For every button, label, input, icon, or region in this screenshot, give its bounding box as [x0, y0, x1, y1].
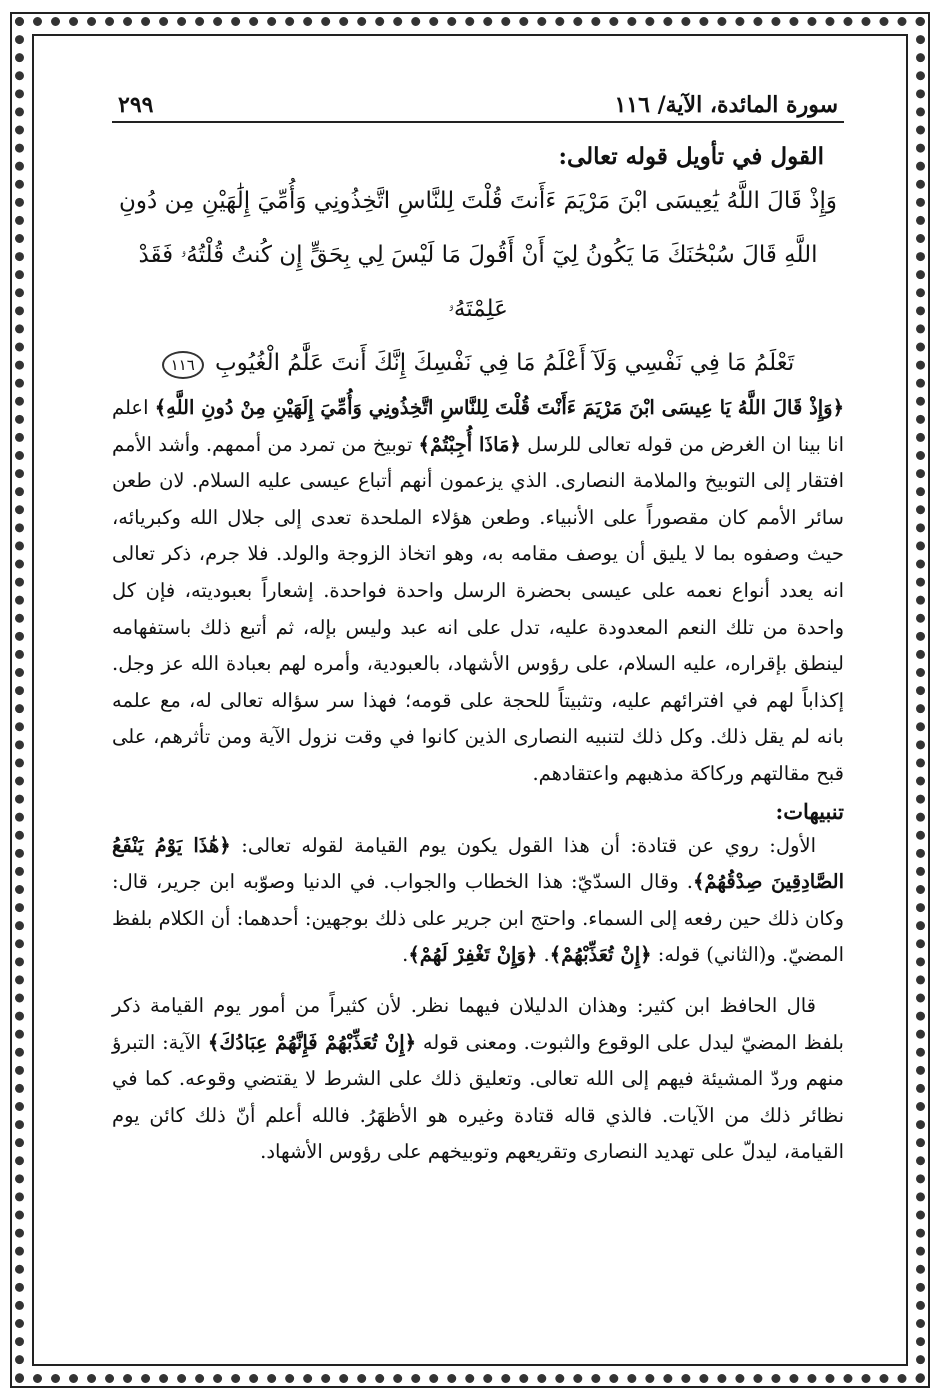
notes-heading: تنبيهات:	[775, 798, 844, 824]
quoted-verse: ﴿وَإِذْ قَالَ اللَّهُ يَا عِيسَى ابْنَ مَرْيَمَ ءَأَنْتَ قُلْتَ لِلنَّاسِ اتَّخِذُونِي وَأُمِّيَ إِلَهَيْنِ مِنْ دُونِ اللَّهِ﴾	[154, 396, 845, 419]
commentary-text: توبيخ من تمرد من أممهم. وأشد الأمم افتقار إلى التوبيخ والملامة النصارى. الذي يزعمون أنهم أتباع عيسى عليه السلام. لان طعن سائر الأمم كان مقصوراً على الأنبياء. وطعن هؤلاء الملحدة تعدى إلى جلال الله وكبريائه، حيث وصفوه بما لا يليق أن يوصف مقامه به، وهو اتخاذ الزوجة والولد. فلا جرم، ذكر تعالى انه يعدد أنواع نعمه على عيسى بحضرة الرسل واحدة فواحدة. إشعاراً بعبوديته، فإن كل واحدة من تلك النعم المعدودة عليه، تدل على انه عبد وليس بإله، ثم أتبع ذلك باستفهامه لينطق بإقراره، عليه السلام، على رؤوس الأشهاد، بالعبودية، وأمره لهم بعبادة الله عز وجل. إكذاباً لهم في افترائهم عليه، وتثبيتاً للحجة على قومه؛ فهذا سر سؤاله تعالى له، مع علمه بانه لم يقل ذلك. وكل ذلك لتنبيه النصارى الذين كانوا في وقت نزول الآية ومن تأثرهم، على قبح مقالتهم وركاكة مذهبهم واعتقادهم.	[112, 432, 844, 785]
quoted-verse: ﴿مَاذَا أُجِبْتُمْ﴾	[418, 432, 521, 456]
page-number: ٢٩٩	[118, 92, 154, 118]
note-text: . وقال السدّيّ: هذا الخطاب والجواب. في الدنيا وصوّبه ابن جرير، قال: وكان ذلك حين رفعه إلى السماء. واحتج ابن جرير على ذلك بوجهين: أحدهما: أن الكلام بلفظ المضيّ. و(الثاني) قوله:	[112, 870, 844, 967]
verse-line: اللَّهِ قَالَ سُبْحَٰنَكَ مَا يَكُونُ لِيٓ أَنْ أَقُولَ مَا لَيْسَ لِي بِحَقٍّ إِن كُنتُ قُلْتُهُۥ فَقَدْ عَلِمْتَهُۥ	[138, 242, 818, 322]
verse-line: وَإِذْ قَالَ اللَّهُ يَٰعِيسَى ابْنَ مَرْيَمَ ءَأَنتَ قُلْتَ لِلنَّاسِ اتَّخِذُونِي وَأُمِّيَ إِلَٰهَيْنِ مِن دُونِ	[119, 188, 837, 214]
quran-verse-block	[112, 174, 844, 390]
note-text: .	[402, 943, 409, 967]
quoted-verse: ﴿هَٰذَا يَوْمُ يَنْفَعُ الصَّادِقِينَ صِدْقُهُمْ﴾	[112, 833, 844, 894]
verse-number-marker: ١١٦	[162, 351, 204, 379]
quoted-verse: ﴿وَإِنْ تَغْفِرْ لَهُمْ﴾	[408, 943, 538, 967]
commentary-paragraph	[112, 390, 844, 793]
running-header	[112, 80, 844, 123]
note-text: قال الحافظ ابن كثير: وهذان الدليلان فيهما نظر. لأن كثيراً من أمور يوم القيامة ذكر بلفظ المضيّ ليدل على الوقوع والثبوت. ومعنى قوله	[112, 993, 844, 1054]
note-paragraph-second	[112, 988, 844, 1171]
verse-line-last	[116, 336, 840, 390]
quoted-verse: ﴿إِنْ تُعَذِّبْهُمْ فَإِنَّهُمْ عِبَادُكَ﴾	[207, 1030, 417, 1054]
note-text: .	[537, 943, 550, 967]
note-paragraph-first	[112, 828, 844, 974]
note-text: الآية: التبرؤ منهم وردّ المشيئة فيهم إلى الله تعالى. وتعليق ذلك على الشرط لا يقتضي وقوعه. كما في نظائر ذلك من الآيات. فالذي قاله قتادة وغيره هو الأظهَرُ. فالله أعلم أنّ ذلك كائن يوم القيامة، ليدلّ على تهديد النصارى وتقريعهم وتوبيخهم على رؤوس الأشهاد.	[112, 1030, 844, 1164]
verse-line-text: تَعْلَمُ مَا فِي نَفْسِي وَلَآ أَعْلَمُ مَا فِي نَفْسِكَ إِنَّكَ أَنتَ عَلَّٰمُ الْغُيُوبِ	[215, 350, 795, 376]
commentary-text: اعلم انا بينا ان الغرض من قوله تعالى للرسل	[112, 396, 844, 456]
section-title: القول في تأويل قوله تعالى:	[558, 143, 824, 170]
quoted-verse: ﴿إِنْ تُعَذِّبْهُمْ﴾	[549, 943, 652, 967]
note-text: الأول: روي عن قتادة: أن هذا القول يكون يوم القيامة لقوله تعالى:	[230, 833, 816, 857]
chapter-reference: سورة المائدة، الآية/ ١١٦	[614, 92, 838, 118]
page-content	[112, 80, 844, 1320]
